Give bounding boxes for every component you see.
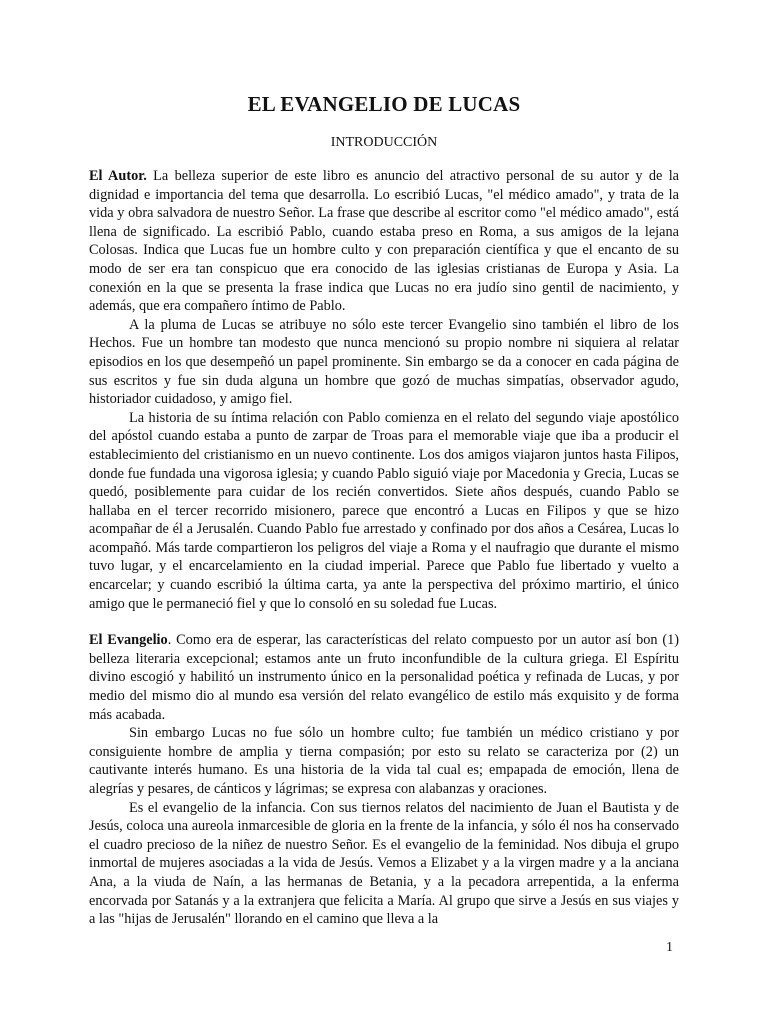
author-paragraph-3: La historia de su íntima relación con Pablo comienza en el relato del segundo viaje apostólico del apóstol cuando estaba a punto de zarpar de Troas para el memorable viaje que iba a producir el establecimiento del cristianismo en un nuevo continente. Los dos amigos viajaron juntos hasta Filipos, donde fue fundada una vigorosa iglesia; y cuando Pablo siguió viaje por Macedonia y Grecia, Lucas se quedó, posiblemente para cuidar de los recién convertidos. Siete años después, cuando Pablo se hallaba en el tercer recorrido misionero, parece que encontró a Lucas en Filipos y que se hizo acompañar de él a Jerusalén. Cuando Pablo fue arrestado y confinado por dos años a Cesárea, Lucas lo acompañó. Más tarde compartieron los peligros del viaje a Roma y el naufragio que durante el mismo tuvo lugar, y el encarcelamiento en la ciudad imperial. Parece que Pablo fue libertado y vuelto a encarcelar; y cuando escribió la última carta, ya ante la perspectiva del próximo martirio, el único amigo que le permaneció fiel y que lo consoló en su soledad fue Lucas.	[89, 409, 679, 612]
author-heading: El Autor.	[89, 168, 147, 184]
author-paragraph-text: La belleza superior de este libro es anuncio del atractivo personal de su autor y de la dignidad e importancia del tema que desarrolla. Lo escribió Lucas, "el médico amado", y trata de la vida y obra salvadora de nuestro Señor. La frase que describe al escritor como "el médico amado", está llena de significado. La escribió Pablo, cuando estaba preso en Roma, a sus amigos de la lejana Colosas. Indica que Lucas fue un hombre culto y con preparación científica y que el encanto de su modo de ser era tan conspicuo que era conocido de las iglesias cristianas de Europa y Asia. La conexión en la que se presenta la frase indica que Lucas no era judío sino gentil de nacimiento, y además, que era compañero íntimo de Pablo.	[89, 168, 680, 315]
gospel-paragraph-3: Es el evangelio de la infancia. Con sus tiernos relatos del nacimiento de Juan el Bautista y de Jesús, coloca una aureola inmarcesible de gloria en la frente de la infancia, y sólo él nos ha conservado el cuadro precioso de la niñez de nuestro Señor. Es el evangelio de la feminidad. Nos dibuja el grupo inmortal de mujeres asociadas a la vida de Jesús. Vemos a Elizabet y a la virgen madre y a la anciana Ana, a la viuda de Naín, a las hermanas de Betania, y a la pecadora arrepentida, a la enferma encorvada por Satanás y a la extranjera que felicita a María. Al grupo que sirve a Jesús en sus viajes y a las "hijas de Jerusalén" llorando en el camino que lleva a la	[89, 799, 679, 928]
gospel-paragraph-text: . Como era de esperar, las características del relato compuesto por un autor así bon (1) belleza literaria excepcional; estamos ante un fruto inconfundible de la cultura griega. El Espíritu divino escogió y habilitó un instrumento único en la personalidad poética y refinada de Lucas, y por medio del mismo dio al mundo esa versión del relato evangélico de estilo más exquisito y de forma más acabada.	[89, 632, 679, 723]
gospel-heading: El Evangelio	[89, 632, 168, 649]
document-title: EL EVANGELIO DE LUCAS	[247, 92, 521, 116]
gospel-paragraph	[89, 631, 679, 724]
author-paragraph	[89, 167, 679, 316]
page-number: 1	[666, 940, 673, 955]
document-page	[89, 88, 679, 929]
gospel-paragraph-2: Sin embargo Lucas no fue sólo un hombre culto; fue también un médico cristiano y por consiguiente hombre de amplia y tierna compasión; por esto su relato se caracteriza por (2) un cautivante interés humano. Es una historia de la vida tal cual es; empapada de emoción, llena de alegrías y pesares, de cánticos y lágrimas; se expresa con alabanzas y oraciones.	[89, 725, 679, 797]
author-paragraph-2: A la pluma de Lucas se atribuye no sólo este tercer Evangelio sino también el libro de los Hechos. Fue un hombre tan modesto que nunca mencionó su propio nombre ni siquiera al relatar episodios en los que desempeñó un papel prominente. Sin embargo se da a conocer en cada página de sus escritos y fue sin duda alguna un hombre que gozó de muchas simpatías, observador agudo, historiador cuidadoso, y amigo fiel.	[89, 316, 679, 408]
document-subtitle: INTRODUCCIÓN	[330, 135, 438, 150]
